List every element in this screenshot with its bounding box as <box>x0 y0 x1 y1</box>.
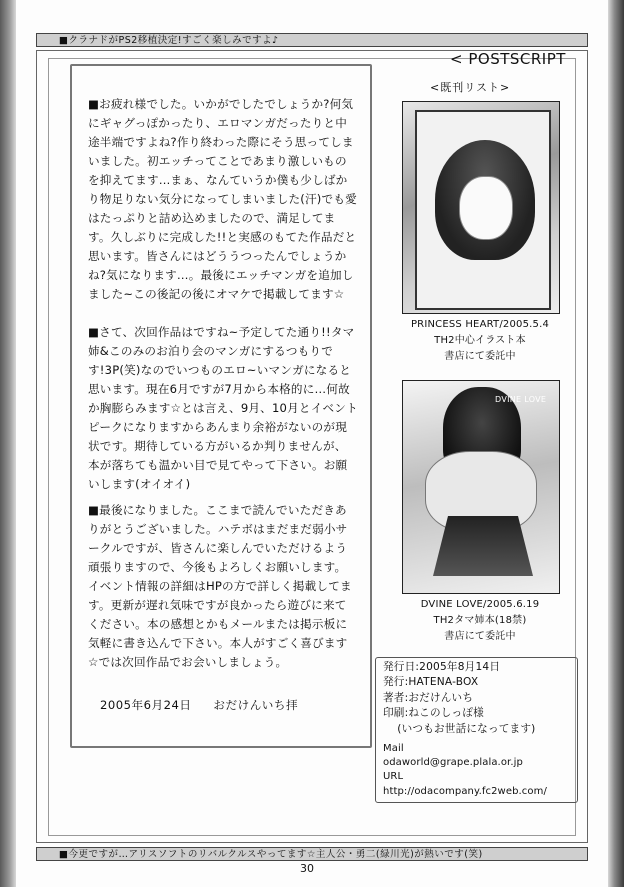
back-catalog-label: <既刊リスト> <box>430 81 511 94</box>
book-description: TH2タマ姉本(18禁) <box>433 615 527 626</box>
website-url: http://odacompany.fc2web.com/ <box>383 785 547 797</box>
mail-label: Mail <box>383 743 404 754</box>
book-caption-1 <box>380 317 580 365</box>
message-paragraph-3: ■最後になりました。ここまで読んでいただきありがとうございました。ハテボはまだまだ弱小サークルですが、皆さんに楽しんでいただけるよう頑張りますので、今後もよろしくお願いします。イベント情報の詳細はHPの方で詳しく掲載してます。更新が遅れ気味ですが良かったら遊びに来てください。本の感想とかもメールまたは掲示板に気軽に書き込んで下さい。本人がすごく喜びます☆では次回作品でお会いしましょう。 <box>88 503 352 669</box>
book-caption-2 <box>380 597 580 645</box>
cover-character-skirt <box>433 516 533 576</box>
book-cover-dvine-love <box>402 380 560 594</box>
message-paragraph-1: ■お疲れ様でした。いかがでしたでしょうか?何気にギャグっぽかったり、エロマンガだったりと中途半端ですよね?作り終わった際にそう思ってしまいました。初エッチってことであまり激しいものを抑えてます…まぁ、なんていうか僕も少しばかり物足りない気分になってしまいました(汗)でも愛はたっぷりと詰め込めましたので、満足してます。久しぶりに完成した!!と実感のもてた作品だと思います。皆さんにはどううつったんでしょうかね?気になります…。最後にエッチマンガを追加しました~この後記の後にオマケで掲載してます☆ <box>88 97 357 301</box>
publisher: HATENA-BOX <box>408 676 479 689</box>
signature <box>100 697 298 713</box>
postscript-title: < POSTSCRIPT <box>450 50 566 68</box>
signature-date: 2005年6月24日 <box>100 698 192 712</box>
author-label: 著者 <box>383 691 405 704</box>
author: おだけんいち <box>408 691 474 704</box>
book-description: TH2中心イラスト本 <box>434 335 526 346</box>
left-page-edge <box>0 0 16 887</box>
header-band: ■クラナドがPS2移植決定!すごく楽しみですよ♪ <box>36 33 588 47</box>
contact-block <box>383 742 547 799</box>
cover-title-text: DVINE LOVE <box>495 395 547 404</box>
url-label: URL <box>383 771 404 783</box>
book-status: 書店にて委託中 <box>444 631 516 642</box>
cover-inner-frame <box>415 110 551 310</box>
issued-date: 2005年8月14日 <box>419 661 501 673</box>
publisher-label: 発行 <box>383 676 405 689</box>
footer-band: ■今更ですが…アリスソフトのリバルクルスやってます☆主人公・勇二(緑川光)が熱いです(笑) <box>36 847 588 861</box>
colophon-text: 発行日:2005年8月14日 発行:HATENA-BOX 著者:おだけんいち 印刷:ねこのしっぽ様 (いつもお世話になってます) <box>383 661 536 735</box>
printer: ねこのしっぽ様 <box>408 707 484 720</box>
book-title-line: PRINCESS HEART/2005.5.4 <box>410 319 550 330</box>
signature-name: おだけんいち拝 <box>213 698 299 712</box>
printer-label: 印刷 <box>383 707 405 720</box>
cover-character-face <box>459 176 513 240</box>
book-cover-princess-heart <box>402 101 560 314</box>
book-status: 書店にて委託中 <box>444 351 516 362</box>
message-paragraph-2: ■さて、次回作品はですね~予定してた通り!!タマ姉&このみのお泊り会のマンガにするつもりです!3P(笑)なのでいつものエロ~いマンガになると思います。現在6月ですが7月から本格的に…何故か胸膨らみます☆とは言え、9月、10月とイベントピークになりますからあんまり余裕がないのが現状です。期待している方がいるか判りませんが、本が落ちても温かい目で見てやって下さい。お願いします(オイオイ) <box>88 325 358 491</box>
mail-address: odaworld@grape.plala.or.jp <box>383 757 523 769</box>
page-number: 30 <box>300 862 314 875</box>
right-page-edge <box>608 0 624 887</box>
book-title-line: DVINE LOVE/2005.6.19 <box>420 599 540 610</box>
printer-note: (いつもお世話になってます) <box>397 722 536 735</box>
issued-label: 発行日 <box>383 661 416 673</box>
